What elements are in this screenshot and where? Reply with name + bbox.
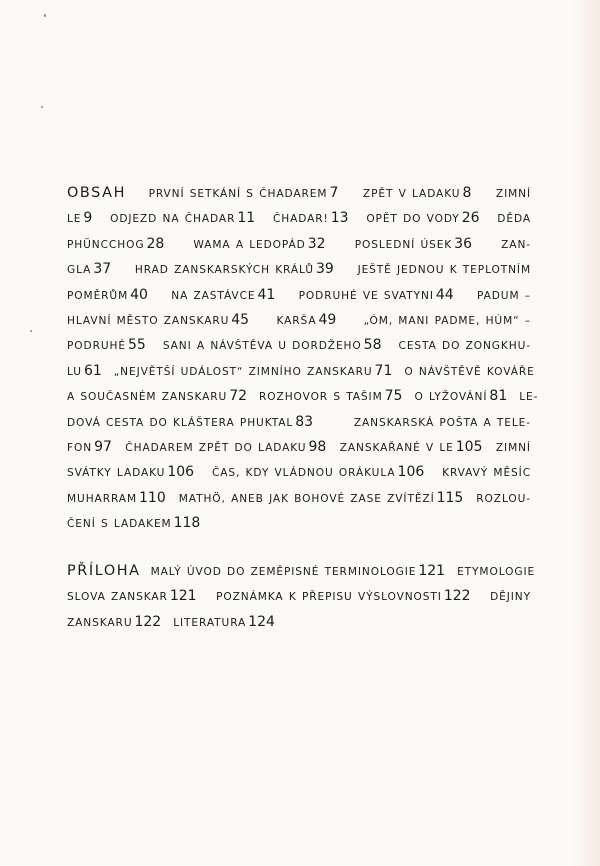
entry-title: O NÁVŠTĚVĚ KOVÁŘE: [404, 365, 535, 378]
toc-entry: [476, 487, 531, 511]
toc-line: [67, 359, 539, 384]
toc-entry: [364, 309, 531, 333]
toc-entry: [193, 232, 329, 257]
toc-line: [67, 584, 539, 609]
toc-entry: [501, 233, 531, 257]
toc-entry: [67, 435, 116, 460]
table-of-contents: [67, 181, 539, 537]
page-number: 39: [315, 261, 334, 278]
page-number: 37: [93, 261, 112, 278]
entry-title: ČHADAREM ZPĚT DO LADAKU: [125, 442, 307, 455]
toc-entry: [477, 284, 531, 308]
entry-title: POMĚRŮM: [67, 289, 129, 302]
toc-line: [67, 206, 539, 231]
page-number: 115: [436, 489, 464, 506]
toc-entry: [67, 206, 96, 231]
toc-entry: [340, 435, 487, 460]
toc-line: [67, 283, 539, 308]
entry-title: ODJEZD NA ČHADAR: [110, 213, 236, 226]
toc-entry: [363, 181, 475, 206]
toc-entry: [497, 207, 531, 231]
entry-title: O LYŽOVÁNÍ: [414, 391, 488, 404]
toc-line: [67, 559, 539, 584]
page-number: 11: [237, 210, 256, 227]
page-number: 122: [134, 613, 162, 630]
page-number: 13: [330, 210, 349, 227]
page-number: 58: [363, 337, 382, 354]
page-number: 83: [295, 413, 314, 430]
section-heading: PŘÍLOHA: [67, 563, 141, 579]
toc-entry: [276, 308, 340, 333]
entry-title: MALÝ ÚVOD DO ZEMĚPISNÉ TERMINOLOGIE: [150, 566, 417, 578]
toc-entry: [67, 257, 115, 282]
toc-entry: [216, 584, 474, 609]
entry-title: CESTA DO ZONGKHU-: [398, 340, 531, 353]
toc-entry: [355, 232, 476, 257]
toc-entry: [366, 206, 483, 231]
entry-title: ZIMNÍ: [495, 442, 531, 455]
toc-entry: [173, 613, 279, 630]
toc-entry: [67, 613, 165, 630]
toc-line: [67, 308, 539, 333]
toc-line: [67, 486, 539, 511]
toc-entry: [404, 360, 534, 384]
page-number: 9: [83, 210, 93, 227]
page-number: 106: [397, 464, 425, 481]
page-number: 124: [248, 613, 275, 630]
entry-title: JEŠTĚ JEDNOU K TEPLOTNÍM: [357, 264, 531, 277]
page-number: 81: [489, 388, 508, 405]
entry-title: LITERATURA: [173, 616, 247, 629]
entry-title: GLA: [67, 264, 92, 277]
page-number: 105: [455, 439, 483, 456]
page-number: 121: [418, 563, 446, 579]
toc-entry: [67, 515, 204, 532]
toc-entry: [457, 560, 535, 584]
entry-title: LE-: [519, 391, 539, 404]
entry-title: ZANSKARSKÁ POŠTA A TELE-: [353, 416, 531, 429]
entry-title: PODRUHÉ VE SVATYNI: [298, 289, 434, 302]
toc-line: [67, 232, 539, 257]
entry-title: ZIMNÍ: [495, 188, 531, 200]
entry-title: OPĚT DO VODY: [366, 213, 460, 226]
entry-title: SVÁTKY LADAKU: [67, 467, 166, 480]
page-number: 122: [443, 588, 471, 605]
toc-entry: [67, 486, 170, 511]
toc-entry: [496, 436, 531, 460]
entry-title: PHÜNCCHOG: [67, 238, 145, 251]
entry-title: ČHADAR!: [272, 213, 329, 226]
scan-speck: [30, 330, 32, 332]
entry-title: KRVAVÝ MĚSÍC: [442, 467, 531, 480]
toc-line: [67, 181, 539, 206]
entry-title: ČENÍ S LADAKEM: [67, 518, 172, 531]
toc-entry: [399, 334, 531, 358]
page-number: 97: [94, 439, 112, 456]
toc-line: [67, 257, 539, 282]
section-heading: OBSAH: [67, 185, 127, 201]
toc-entry: [212, 460, 428, 485]
entry-title: DĚJINY: [490, 591, 531, 604]
entry-title: LE: [67, 213, 82, 226]
entry-title: PRVNÍ SETKÁNÍ S ČHADAREM: [148, 188, 328, 200]
page-number: 118: [173, 515, 201, 532]
entry-title: A SOUČASNÉM ZANSKARU: [67, 391, 228, 404]
entry-title: ČAS, KDY VLÁDNOU ORÁKULA: [211, 467, 396, 480]
entry-title: SANI A NÁVŠTĚVA U DORDŽEHO: [162, 340, 362, 353]
toc-entry: [67, 308, 253, 333]
entry-title: „NEJVĚTŠÍ UDÁLOST“ ZIMNÍHO ZANSKARU: [113, 365, 373, 378]
page-number: 26: [461, 210, 480, 227]
entry-title: WAMA A LEDOPÁD: [193, 238, 306, 251]
toc-entry: [273, 206, 353, 231]
toc-entry: [496, 182, 531, 206]
toc-entry: [67, 584, 201, 609]
page-number: 49: [318, 312, 337, 329]
entry-title: DOVÁ CESTA DO KLÁŠTERA PHUKTAL: [67, 416, 294, 429]
page-number: 45: [231, 312, 250, 329]
toc-entry: [151, 559, 449, 584]
toc-line: [67, 460, 539, 485]
toc-line: [67, 511, 539, 536]
toc-entry: [354, 411, 531, 435]
toc-line: [67, 610, 539, 635]
page-number: 106: [167, 464, 195, 481]
toc-entry: [414, 384, 511, 409]
toc-entry: [179, 486, 468, 511]
toc-entry: [171, 283, 279, 308]
entry-title: HLAVNÍ MĚSTO ZANSKARU: [67, 315, 230, 328]
toc-entry: [125, 435, 330, 460]
toc-entry: [67, 283, 152, 308]
toc-entry: [67, 359, 106, 384]
toc-line: [67, 333, 539, 358]
entry-title: ZANSKAŘANÉ V LE: [339, 442, 454, 455]
toc-entry: [519, 385, 538, 409]
toc-entry: [67, 232, 168, 257]
page-number: 7: [329, 185, 339, 201]
entry-title: PODRUHÉ: [67, 340, 126, 353]
toc-entry: [490, 585, 531, 609]
toc-line: [67, 384, 539, 409]
entry-title: NA ZASTÁVCE: [171, 289, 256, 302]
page-number: 44: [435, 286, 454, 303]
entry-title: ZANSKARU: [67, 616, 133, 629]
entry-title: LU: [67, 365, 82, 378]
toc-entry: [114, 359, 397, 384]
entry-title: POZNÁMKA K PŘEPISU VÝSLOVNOSTI: [216, 591, 442, 604]
page-number: 36: [454, 235, 472, 252]
entry-title: PADUM –: [476, 289, 531, 302]
entry-title: SLOVA ZANSKAR: [67, 591, 168, 604]
page-number: 98: [308, 439, 327, 456]
entry-title: ETYMOLOGIE: [457, 566, 536, 578]
entry-title: DĚDA: [497, 213, 531, 226]
toc-entry: [135, 257, 338, 282]
page-number: 8: [462, 185, 472, 201]
page-edge-shadow: [572, 0, 600, 866]
entry-title: ZPĚT V LADAKU: [362, 188, 461, 200]
page-number: 121: [169, 588, 197, 605]
page-number: 110: [139, 489, 166, 506]
appendix-contents: [67, 559, 539, 635]
page-number: 72: [229, 388, 248, 405]
entry-title: HRAD ZANSKARSKÝCH KRÁLŮ: [134, 264, 314, 277]
toc-entry: [110, 206, 259, 231]
toc-entry: [67, 410, 317, 435]
entry-title: ZAN-: [501, 238, 531, 251]
page-number: 41: [257, 286, 276, 303]
toc-entry: [358, 258, 531, 282]
toc-line: [67, 410, 539, 435]
entry-title: ROZHOVOR S TAŠIM: [259, 391, 383, 404]
toc-entry: [67, 460, 198, 485]
toc-entry: [299, 283, 458, 308]
toc-entry: [259, 384, 406, 409]
toc-entry: [163, 333, 386, 358]
page-number: 28: [146, 235, 165, 252]
entry-title: ROZLOU-: [476, 492, 531, 505]
page-number: 40: [130, 286, 148, 303]
toc-entry: [67, 384, 251, 409]
scan-speck: [41, 106, 43, 108]
toc-entry: [67, 333, 150, 358]
page-number: 55: [127, 337, 146, 354]
entry-title: MUHARRAM: [67, 492, 137, 505]
entry-title: „ÓM, MANI PADME, HÚM“ –: [363, 315, 531, 328]
page-number: 75: [384, 388, 403, 405]
toc-entry: [442, 461, 531, 485]
entry-title: POSLEDNÍ ÚSEK: [354, 238, 453, 251]
scan-speck: [44, 14, 46, 17]
toc-entry: [149, 181, 343, 206]
page-number: 32: [307, 235, 326, 252]
toc-line: [67, 435, 539, 460]
page-number: 71: [374, 362, 393, 379]
page-number: 61: [83, 362, 102, 379]
entry-title: KARŠA: [276, 315, 317, 328]
entry-title: MATHÖ, ANEB JAK BOHOVÉ ZASE ZVÍTĚZÍ: [178, 492, 435, 505]
entry-title: FON: [67, 442, 93, 455]
